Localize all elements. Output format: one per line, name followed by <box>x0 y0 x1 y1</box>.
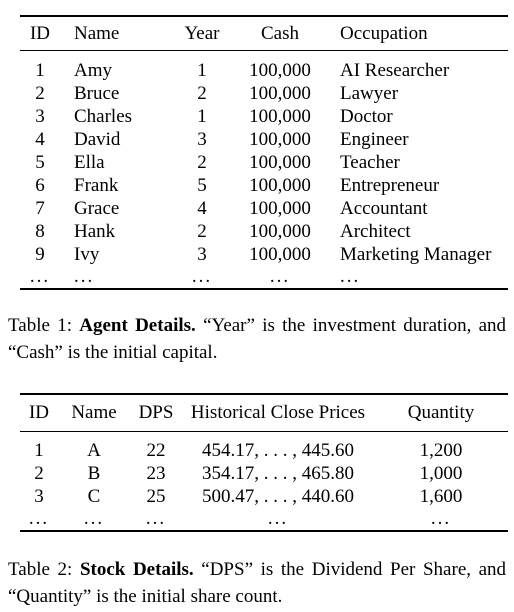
ellipsis-cell: ... <box>83 508 105 529</box>
header-id: ID <box>28 402 50 423</box>
caption-label: Table 1: <box>8 315 72 336</box>
cell-name: A <box>87 439 101 461</box>
header-quantity: Quantity <box>407 402 475 423</box>
ellipsis-row <box>20 508 508 531</box>
caption-label: Table 2: <box>8 559 73 580</box>
cell-name: Amy <box>74 59 112 81</box>
cell-cash: 100,000 <box>249 82 311 104</box>
table-row <box>20 462 508 485</box>
ellipsis-cell: ... <box>28 508 50 529</box>
cell-occupation: Marketing Manager <box>340 243 492 265</box>
cell-id: 3 <box>34 485 44 507</box>
cell-id: 5 <box>35 151 45 173</box>
header-name: Name <box>71 402 117 423</box>
cell-occupation: Lawyer <box>340 82 399 104</box>
cell-cash: 100,000 <box>249 151 311 173</box>
table-row <box>20 51 508 83</box>
cell-cash: 100,000 <box>249 128 311 150</box>
caption-text: “DPS” is the Dividend Per Share, and “Quantity” is the initial share count. <box>8 559 507 607</box>
cell-historical-close-prices: 454.17, . . . , 445.60 <box>202 439 354 461</box>
ellipsis-row <box>20 266 508 289</box>
cell-id: 1 <box>35 59 45 81</box>
cell-name: Frank <box>74 174 119 196</box>
table-header-row <box>20 394 508 432</box>
header-occupation: Occupation <box>340 23 428 44</box>
table-row <box>20 174 508 197</box>
table2-caption <box>8 556 506 610</box>
cell-year: 5 <box>197 174 207 196</box>
cell-name: Bruce <box>74 82 120 104</box>
ellipsis-cell: ... <box>267 508 289 529</box>
cell-quantity: 1,600 <box>419 485 463 507</box>
cell-occupation: Teacher <box>340 151 400 173</box>
cell-year: 3 <box>197 128 207 150</box>
cell-occupation: Engineer <box>340 128 409 150</box>
cell-occupation: Entrepreneur <box>340 174 440 196</box>
ellipsis-cell: ... <box>29 266 51 287</box>
table1-caption <box>8 312 506 366</box>
cell-year: 2 <box>197 220 207 242</box>
ellipsis-cell: ... <box>191 266 213 287</box>
caption-text: “Year” is the investment duration, and “Cash” is the initial capital. <box>8 315 507 363</box>
cell-dps: 25 <box>146 485 166 507</box>
table-row <box>20 485 508 508</box>
header-cash: Cash <box>261 23 299 44</box>
table-row <box>20 197 508 220</box>
table-row <box>20 82 508 105</box>
caption-title: Agent Details. <box>79 315 196 336</box>
stock-details-table <box>20 393 508 532</box>
cell-id: 7 <box>35 197 45 219</box>
cell-id: 2 <box>35 82 45 104</box>
cell-id: 1 <box>34 439 44 461</box>
cell-id: 4 <box>35 128 45 150</box>
cell-dps: 23 <box>146 462 166 484</box>
ellipsis-cell: ... <box>430 508 452 529</box>
cell-cash: 100,000 <box>249 59 311 81</box>
agent-table-body <box>20 51 508 290</box>
cell-quantity: 1,000 <box>419 462 463 484</box>
header-name: Name <box>74 23 120 44</box>
ellipsis-cell: ... <box>74 266 95 287</box>
cell-cash: 100,000 <box>249 220 311 242</box>
cell-historical-close-prices: 500.47, . . . , 440.60 <box>202 485 354 507</box>
header-dps: DPS <box>138 402 174 423</box>
cell-name: B <box>87 462 101 484</box>
cell-id: 8 <box>35 220 45 242</box>
cell-id: 2 <box>34 462 44 484</box>
cell-year: 1 <box>197 59 207 81</box>
cell-occupation: Architect <box>340 220 411 242</box>
cell-cash: 100,000 <box>249 174 311 196</box>
cell-cash: 100,000 <box>249 243 311 265</box>
table-row <box>20 151 508 174</box>
cell-year: 3 <box>197 243 207 265</box>
table-header-row <box>20 16 508 51</box>
caption-title: Stock Details. <box>79 559 194 580</box>
cell-quantity: 1,200 <box>419 439 463 461</box>
cell-occupation: Doctor <box>340 105 393 127</box>
table-row <box>20 128 508 151</box>
table-row <box>20 432 508 463</box>
cell-name: Ivy <box>74 243 100 265</box>
cell-occupation: Accountant <box>340 197 428 219</box>
table-row <box>20 243 508 266</box>
cell-name: David <box>74 128 121 150</box>
cell-name: Grace <box>74 197 120 219</box>
cell-id: 9 <box>35 243 45 265</box>
stock-table-body <box>20 432 508 532</box>
cell-name: C <box>87 485 101 507</box>
table-row <box>20 220 508 243</box>
cell-id: 3 <box>35 105 45 127</box>
header-id: ID <box>29 23 51 44</box>
ellipsis-cell: ... <box>340 266 361 287</box>
ellipsis-cell: ... <box>145 508 167 529</box>
table-row <box>20 105 508 128</box>
cell-name: Hank <box>74 220 116 242</box>
cell-name: Ella <box>74 151 105 173</box>
cell-year: 2 <box>197 151 207 173</box>
cell-dps: 22 <box>146 439 166 461</box>
header-historical-close-prices: Historical Close Prices <box>190 402 366 423</box>
cell-historical-close-prices: 354.17, . . . , 465.80 <box>202 462 354 484</box>
header-year: Year <box>184 23 220 44</box>
cell-cash: 100,000 <box>249 197 311 219</box>
ellipsis-cell: ... <box>269 266 291 287</box>
cell-name: Charles <box>74 105 133 127</box>
cell-year: 4 <box>197 197 207 219</box>
agent-details-table <box>20 15 508 290</box>
cell-year: 1 <box>197 105 207 127</box>
cell-year: 2 <box>197 82 207 104</box>
cell-id: 6 <box>35 174 45 196</box>
cell-occupation: AI Researcher <box>340 59 450 81</box>
cell-cash: 100,000 <box>249 105 311 127</box>
